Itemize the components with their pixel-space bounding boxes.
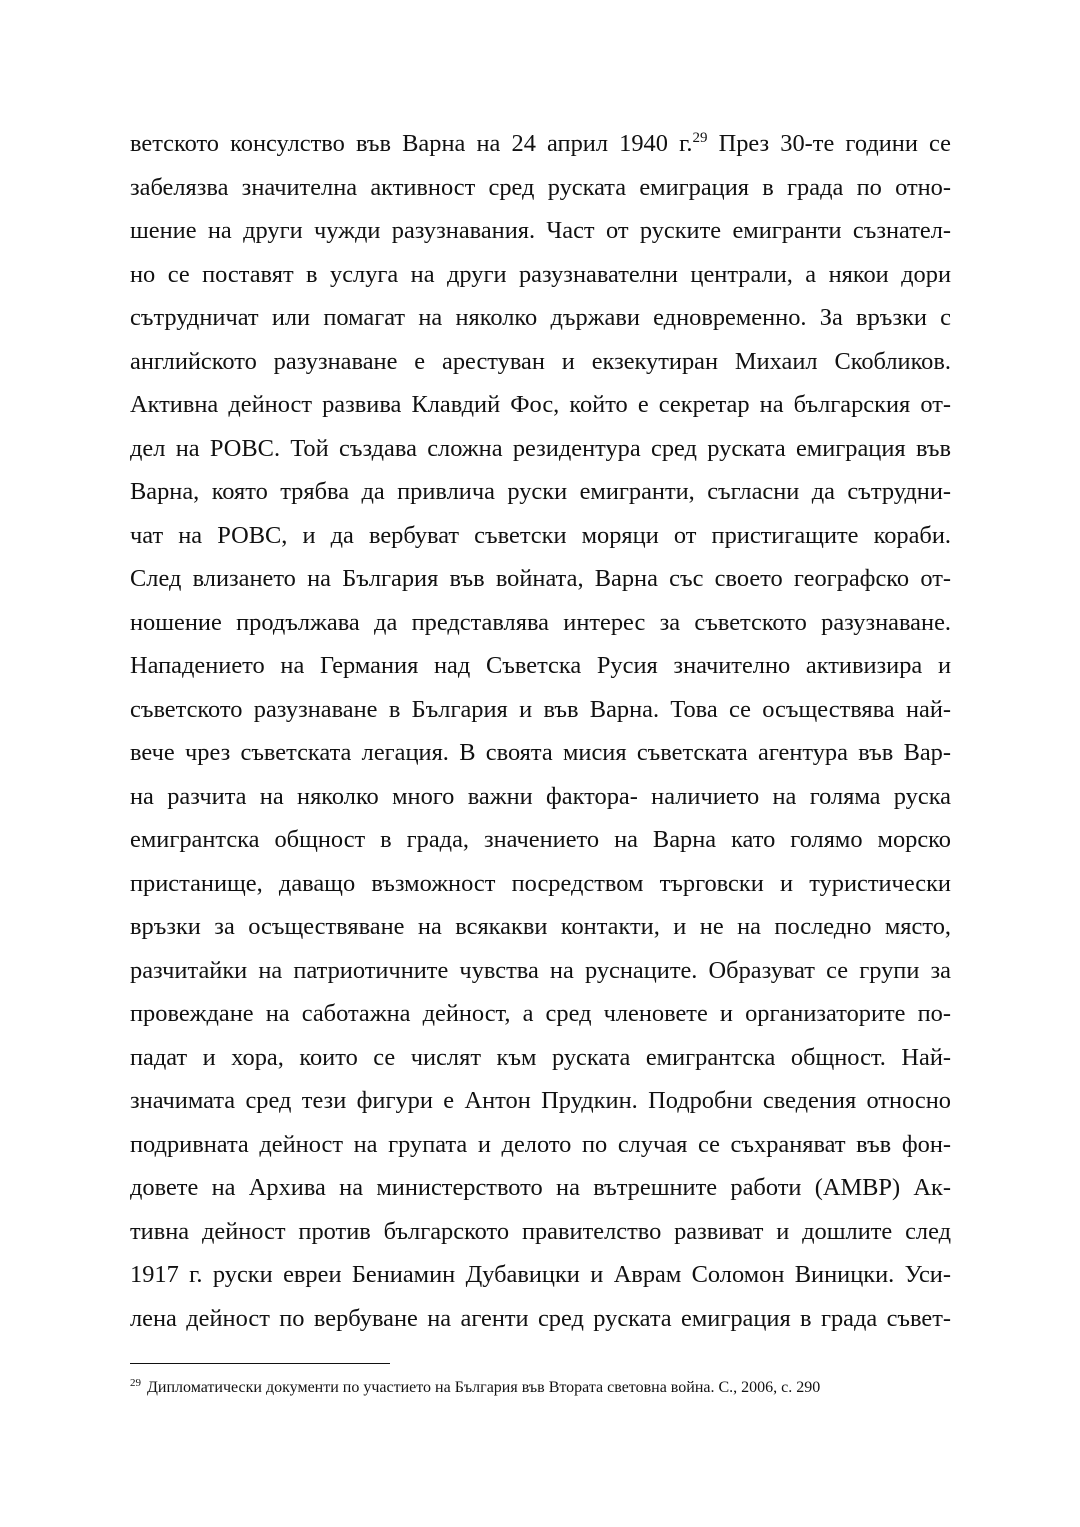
text-line: провеждане на саботажна дейност, а сред членовете и организаторите по- bbox=[130, 1000, 951, 1027]
text-line bbox=[130, 122, 951, 166]
footnote-separator bbox=[130, 1363, 390, 1364]
text-line: емигрантска общност в града, значението на Варна като голямо морско bbox=[130, 826, 951, 853]
text-line: сътрудничат или помагат на няколко държави едновременно. За връзки с bbox=[130, 304, 951, 331]
text-line: шение на други чужди разузнавания. Част от руските емигранти съзнател- bbox=[130, 217, 951, 244]
text-line: Нападението на Германия над Съветска Русия значително активизира и bbox=[130, 652, 951, 679]
text-line: на разчита на няколко много важни фактора- наличието на голяма руска bbox=[130, 782, 951, 810]
text-line: вече чрез съветската легация. В своята мисия съветската агентура във Вар- bbox=[130, 739, 951, 766]
text-line: 1917 г. руски евреи Бениамин Дубавицки и Аврам Соломон Виницки. Уси- bbox=[130, 1261, 951, 1288]
text-line: падат и хора, които се числят към руската емигрантска общност. Най- bbox=[130, 1043, 951, 1071]
footnote-text: Дипломатически документи по участието на България във Втората световна война. С., 2006, с. 290 bbox=[143, 1379, 821, 1396]
text-line: След влизането на България във войната, Варна със своето географско от- bbox=[130, 565, 951, 592]
text-line: значимата сред тези фигури е Антон Прудкин. Подробни сведения относно bbox=[130, 1087, 951, 1114]
body-text bbox=[130, 122, 951, 1340]
text-line: Активна дейност развива Клавдий Фос, който е секретар на българския от- bbox=[130, 391, 951, 418]
footnote bbox=[130, 1378, 951, 1398]
text-line: довете на Архива на министерството на вътрешните работи (АМВР) Ак- bbox=[130, 1174, 951, 1201]
footnote-reference: 29 bbox=[692, 130, 708, 146]
text-line: разчитайки на патриотичните чувства на руснаците. Образуват се групи за bbox=[130, 956, 951, 984]
text-line: лена дейност по вербуване на агенти сред руската емиграция в града съвет- bbox=[130, 1304, 951, 1332]
text-line: чат на РОВС, и да вербуват съветски моряци от пристигащите кораби. bbox=[130, 521, 951, 549]
text-line: връзки за осъществяване на всякакви контакти, и не на последно място, bbox=[130, 913, 951, 940]
text-line-part: През 30-те години се bbox=[707, 130, 951, 157]
text-line: съветското разузнаване в България и във Варна. Това се осъществява най- bbox=[130, 695, 951, 723]
text-line: ношение продължава да представлява интерес за съветското разузнаване. bbox=[130, 608, 951, 636]
text-line: но се поставят в услуга на други разузнавателни централи, а някои дори bbox=[130, 260, 951, 288]
text-line: тивна дейност против българското правителство развиват и дошлите след bbox=[130, 1217, 951, 1245]
text-line: пристанище, даващо възможност посредством търговски и туристически bbox=[130, 869, 951, 897]
text-line: английското разузнаване е арестуван и екзекутиран Михаил Скобликов. bbox=[130, 347, 951, 375]
text-line-part: ветското консулство във Варна на 24 април 1940 г. bbox=[130, 130, 693, 157]
text-line: забелязва значителна активност сред руската емиграция в града по отно- bbox=[130, 173, 951, 201]
text-line: Варна, която трябва да привлича руски емигранти, съгласни да сътрудни- bbox=[130, 478, 951, 505]
text-line: дел на РОВС. Той създава сложна резидентура сред руската емиграция във bbox=[130, 434, 951, 462]
footnote-number: 29 bbox=[130, 1377, 141, 1389]
text-line: подривната дейност на групата и делото по случая се съхраняват във фон- bbox=[130, 1130, 951, 1158]
